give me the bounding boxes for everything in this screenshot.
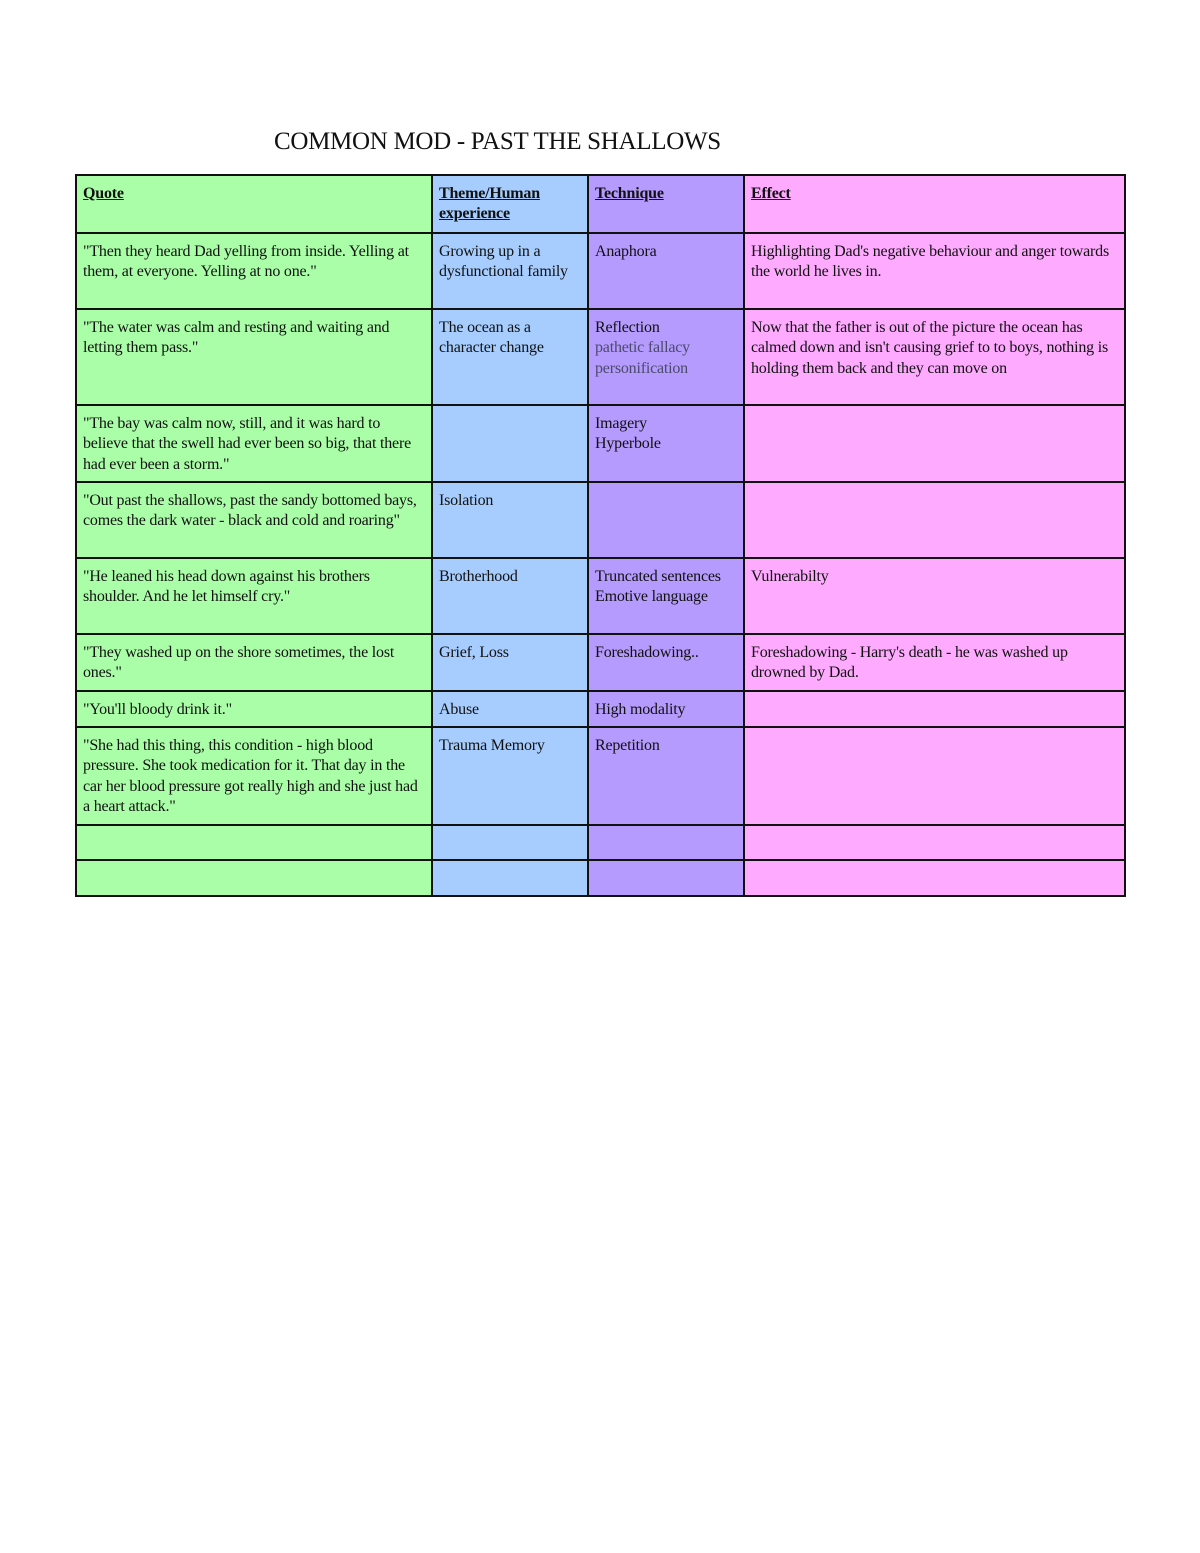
theme-cell: Abuse (432, 691, 588, 727)
effect-cell: Vulnerabilty (744, 558, 1125, 634)
effect-cell (744, 727, 1125, 825)
table-row (76, 860, 1125, 896)
table-row (76, 825, 1125, 860)
theme-cell: Brotherhood (432, 558, 588, 634)
theme-cell: Grief, Loss (432, 634, 588, 691)
technique-cell (588, 558, 744, 634)
technique-cell (588, 691, 744, 727)
table-row (76, 482, 1125, 558)
effect-cell (744, 860, 1125, 896)
table-row (76, 727, 1125, 825)
theme-cell (432, 860, 588, 896)
technique-cell (588, 860, 744, 896)
quote-cell: "They washed up on the shore sometimes, the lost ones." (76, 634, 432, 691)
header-effect: Effect (744, 175, 1125, 233)
table-row (76, 634, 1125, 691)
technique-item: High modality (595, 700, 686, 718)
theme-cell: The ocean as a character change (432, 309, 588, 405)
theme-cell: Isolation (432, 482, 588, 558)
technique-item: Emotive language (595, 588, 708, 606)
effect-cell (744, 482, 1125, 558)
table-row (76, 558, 1125, 634)
technique-cell (588, 233, 744, 309)
technique-item: Repetition (595, 737, 660, 755)
quote-cell: "He leaned his head down against his brothers shoulder. And he let himself cry." (76, 558, 432, 634)
header-theme: Theme/Human experience (432, 175, 588, 233)
technique-item: Imagery (595, 415, 647, 432)
technique-item: Truncated sentences (595, 567, 721, 585)
technique-cell (588, 309, 744, 405)
theme-cell: Growing up in a dysfunctional family (432, 233, 588, 309)
effect-cell: Now that the father is out of the picture the ocean has calmed down and isn't causing grief to to boys, nothing is holding them back and they can move on (744, 309, 1125, 405)
technique-cell (588, 727, 744, 825)
technique-cell (588, 634, 744, 691)
technique-cell (588, 405, 744, 482)
effect-cell: Highlighting Dad's negative behaviour and anger towards the world he lives in. (744, 233, 1125, 309)
header-quote: Quote (76, 175, 432, 233)
table-row (76, 691, 1125, 727)
technique-item: Foreshadowing.. (595, 643, 699, 661)
theme-cell: Trauma Memory (432, 727, 588, 825)
table-header-row (76, 175, 1125, 233)
technique-item: Anaphora (595, 243, 657, 260)
quote-cell: "Out past the shallows, past the sandy bottomed bays, comes the dark water - black and cold and roaring" (76, 482, 432, 558)
technique-item: Reflection (595, 319, 660, 336)
page-title: COMMON MOD - PAST THE SHALLOWS (274, 128, 721, 155)
technique-cell (588, 482, 744, 558)
theme-cell (432, 405, 588, 482)
effect-cell (744, 405, 1125, 482)
header-technique: Technique (588, 175, 744, 233)
technique-cell (588, 825, 744, 860)
quote-cell (76, 860, 432, 896)
quote-cell: "The bay was calm now, still, and it was hard to believe that the swell had ever been so big, that there had ever been a storm." (76, 405, 432, 482)
technique-item: Hyperbole (595, 435, 661, 453)
quote-cell (76, 825, 432, 860)
table-row (76, 233, 1125, 309)
quote-cell: "You'll bloody drink it." (76, 691, 432, 727)
table-row (76, 405, 1125, 482)
effect-cell (744, 691, 1125, 727)
quote-cell: "Then they heard Dad yelling from inside. Yelling at them, at everyone. Yelling at no one." (76, 233, 432, 309)
technique-item: pathetic fallacy (595, 339, 690, 357)
quote-cell: "The water was calm and resting and waiting and letting them pass." (76, 309, 432, 405)
effect-cell: Foreshadowing - Harry's death - he was washed up drowned by Dad. (744, 634, 1125, 691)
effect-cell (744, 825, 1125, 860)
theme-cell (432, 825, 588, 860)
technique-item: personification (595, 359, 688, 377)
quote-analysis-table (75, 174, 1126, 897)
table-row (76, 309, 1125, 405)
quote-cell: "She had this thing, this condition - high blood pressure. She took medication for it. That day in the car her blood pressure got really high and she just had a heart attack." (76, 727, 432, 825)
